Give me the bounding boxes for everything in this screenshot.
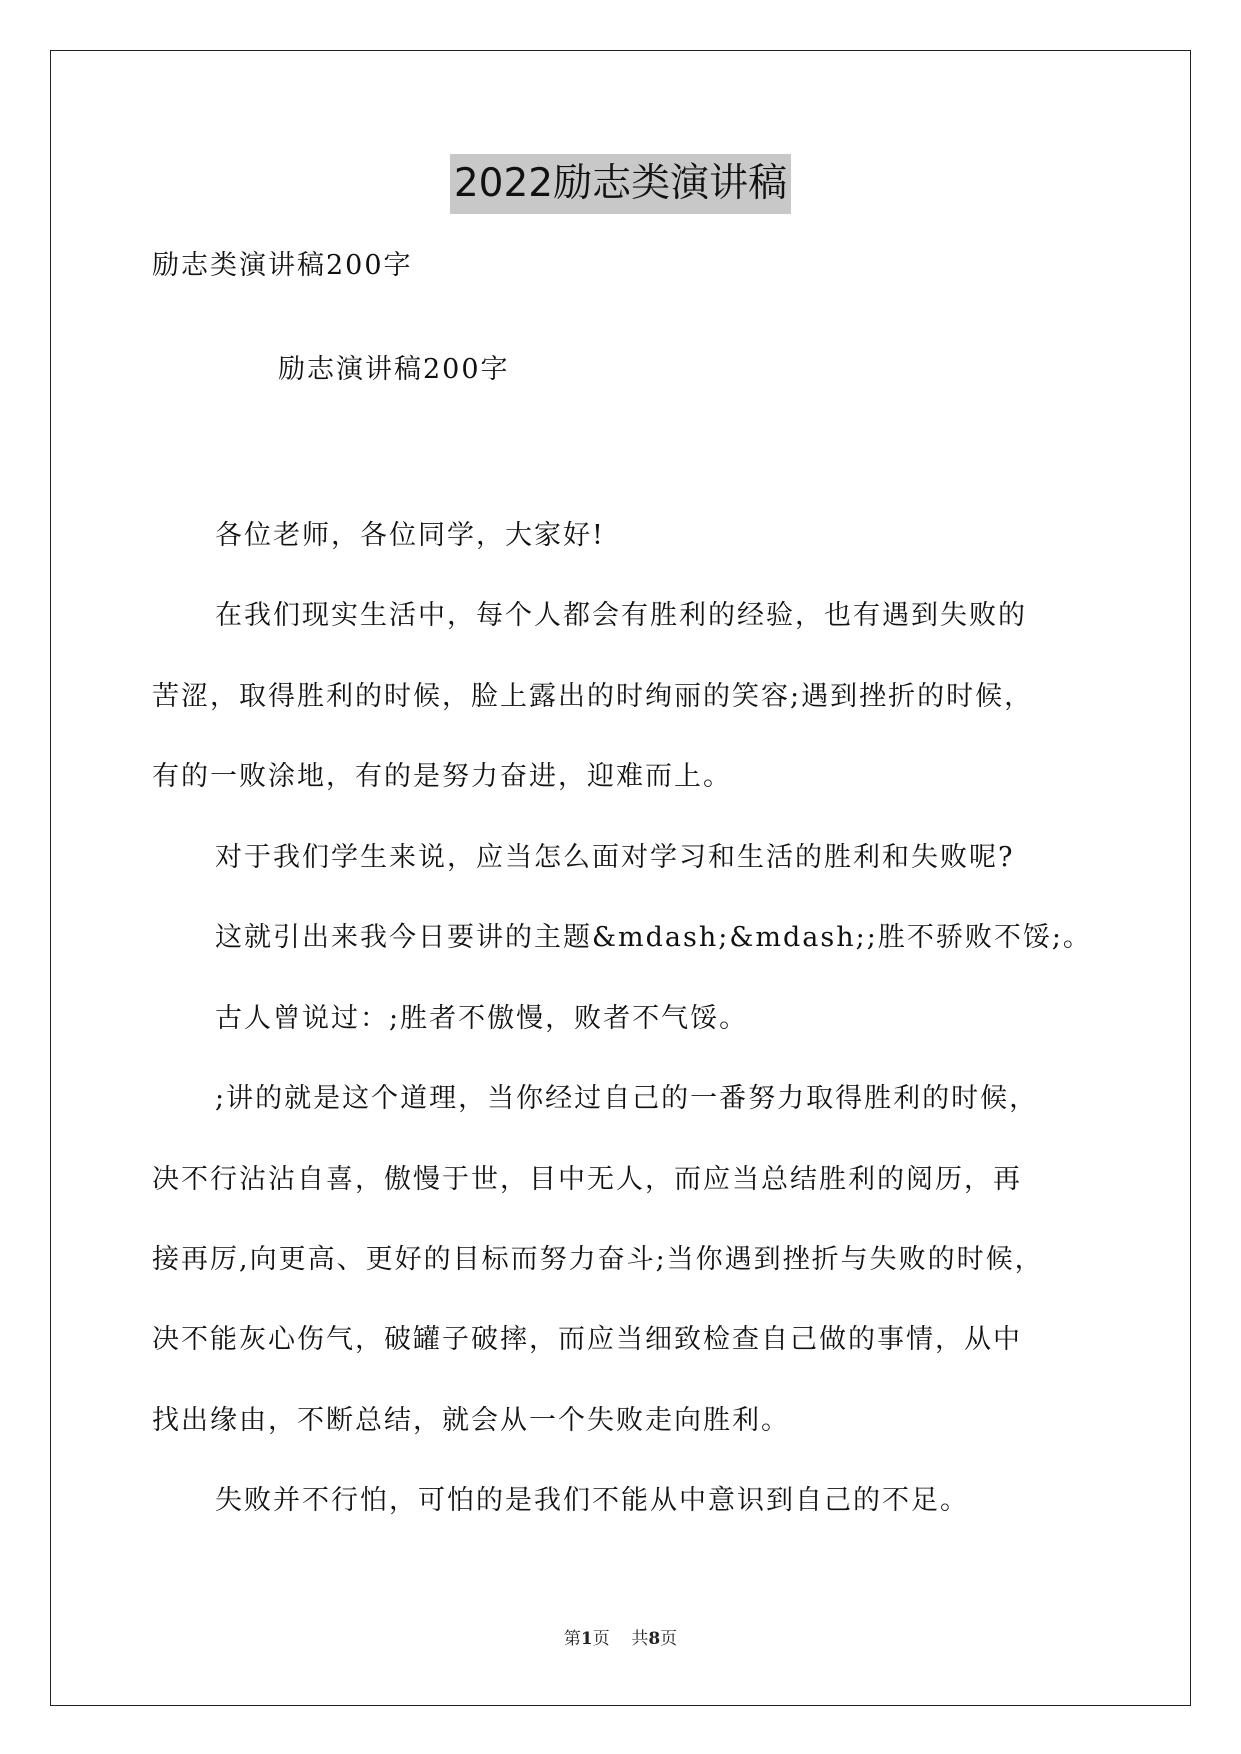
paragraph-line: 古人曾说过：;胜者不傲慢，败者不气馁。 (215, 1003, 749, 1034)
document-subtitle: 励志类演讲稿200字 (152, 250, 413, 281)
paragraph-line: 对于我们学生来说，应当怎么面对学习和生活的胜利和失败呢? (215, 842, 1015, 873)
total-label-suffix: 页 (660, 1629, 678, 1649)
paragraph-line: 决不行沾沾自喜，傲慢于世，目中无人，而应当总结胜利的阅历，再 (152, 1164, 1022, 1195)
paragraph-line: 在我们现实生活中，每个人都会有胜利的经验，也有遇到失败的 (215, 600, 1027, 631)
paragraph-line: 失败并不行怕，可怕的是我们不能从中意识到自己的不足。 (215, 1485, 969, 1516)
page-label-suffix: 页 (592, 1629, 610, 1649)
document-title: 2022励志类演讲稿 (450, 154, 791, 214)
page-label-prefix: 第 (563, 1629, 581, 1649)
total-pages: 8 (648, 1629, 661, 1649)
page-border (50, 50, 1191, 1706)
paragraph-line: 苦涩，取得胜利的时候，脸上露出的时绚丽的笑容;遇到挫折的时候， (152, 681, 1034, 712)
paragraph-line: 这就引出来我今日要讲的主题&mdash;&mdash;;胜不骄败不馁;。 (215, 922, 1092, 953)
title-wrapper (0, 154, 1241, 214)
paragraph-line: 各位老师，各位同学，大家好! (215, 520, 605, 551)
paragraph-line: ;讲的就是这个道理，当你经过自己的一番努力取得胜利的时候， (215, 1083, 1039, 1114)
document-subheading: 励志演讲稿200字 (278, 354, 510, 385)
page-number: 1 (580, 1629, 593, 1649)
paragraph-line: 接再厉,向更高、更好的目标而努力奋斗;当你遇到挫折与失败的时候， (152, 1244, 1044, 1275)
paragraph-line: 决不能灰心伤气，破罐子破摔，而应当细致检查自己做的事情，从中 (152, 1324, 1022, 1355)
paragraph-line: 有的一败涂地，有的是努力奋进，迎难而上。 (152, 761, 732, 792)
paragraph-line: 找出缘由，不断总结，就会从一个失败走向胜利。 (152, 1405, 790, 1436)
total-label-prefix: 共 (631, 1629, 649, 1649)
page-footer (0, 1628, 1241, 1650)
